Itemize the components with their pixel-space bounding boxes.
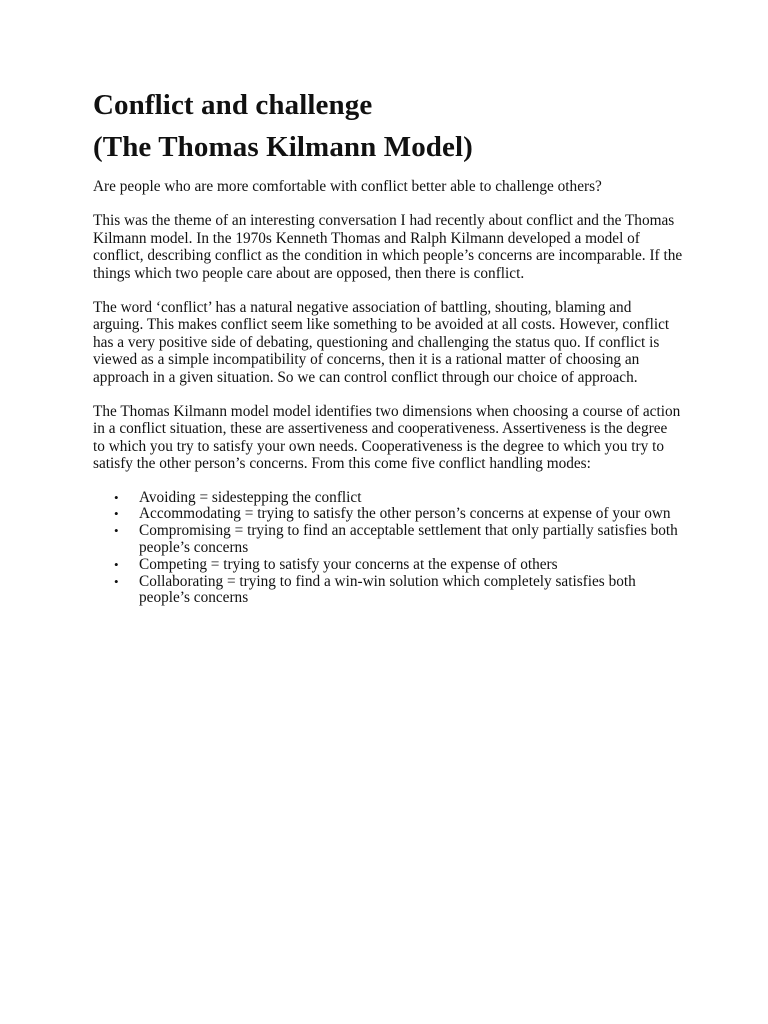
list-item-competing <box>93 557 683 574</box>
bullet-icon: • <box>114 573 119 589</box>
list-item-accommodating <box>93 506 683 523</box>
paragraph-2: The word ‘conflict’ has a natural negative association of battling, shouting, blaming and arguing. This makes conflict seem like something to be avoided at all costs. However, conflict has a very positive side of debating, questioning and challenging the status quo. If conflict is viewed as a simple incompatibility of concerns, then it is a rational matter of choosing an approach in a given situation. So we can control conflict through our choice of approach. <box>93 299 670 386</box>
list-item-text: Compromising = trying to find an acceptable settlement that only partially satisfies both people’s concerns <box>139 522 678 557</box>
paragraph-3: The Thomas Kilmann model model identifies two dimensions when choosing a course of action in a conflict situation, these are assertiveness and cooperativeness. Assertiveness is the degree to which you try to satisfy your own needs. Cooperativeness is the degree to which you try to satisfy the other person’s concerns. From this come five conflict handling modes: <box>93 403 681 473</box>
bullet-icon: • <box>114 556 119 572</box>
list-item-compromising <box>93 523 683 557</box>
list-item-text: Avoiding = sidestepping the conflict <box>139 488 362 506</box>
list-item-text: Accommodating = trying to satisfy the other person’s concerns at expense of your own <box>139 505 671 523</box>
paragraph-1: This was the theme of an interesting conversation I had recently about conflict and the Thomas Kilmann model. In the 1970s Kenneth Thomas and Ralph Kilmann developed a model of conflict, describing conflict as the condition in which people’s concerns are incomparable. If the things which two people care about are opposed, then there is conflict. <box>93 212 683 282</box>
document-content <box>93 86 683 607</box>
document-subtitle: (The Thomas Kilmann Model) <box>93 131 473 163</box>
bullet-icon: • <box>114 523 119 539</box>
list-item-text: Competing = trying to satisfy your concerns at the expense of others <box>139 555 558 573</box>
bullet-icon: • <box>114 506 119 522</box>
list-item-collaborating <box>93 574 683 608</box>
bullet-icon: • <box>114 489 119 505</box>
list-item-avoiding <box>93 490 683 507</box>
intro-question: Are people who are more comfortable with conflict better able to challenge others? <box>93 178 602 195</box>
document-title: Conflict and challenge <box>93 89 373 121</box>
conflict-modes-list <box>93 490 683 608</box>
list-item-text: Collaborating = trying to find a win-win solution which completely satisfies both people’s concerns <box>139 572 636 607</box>
